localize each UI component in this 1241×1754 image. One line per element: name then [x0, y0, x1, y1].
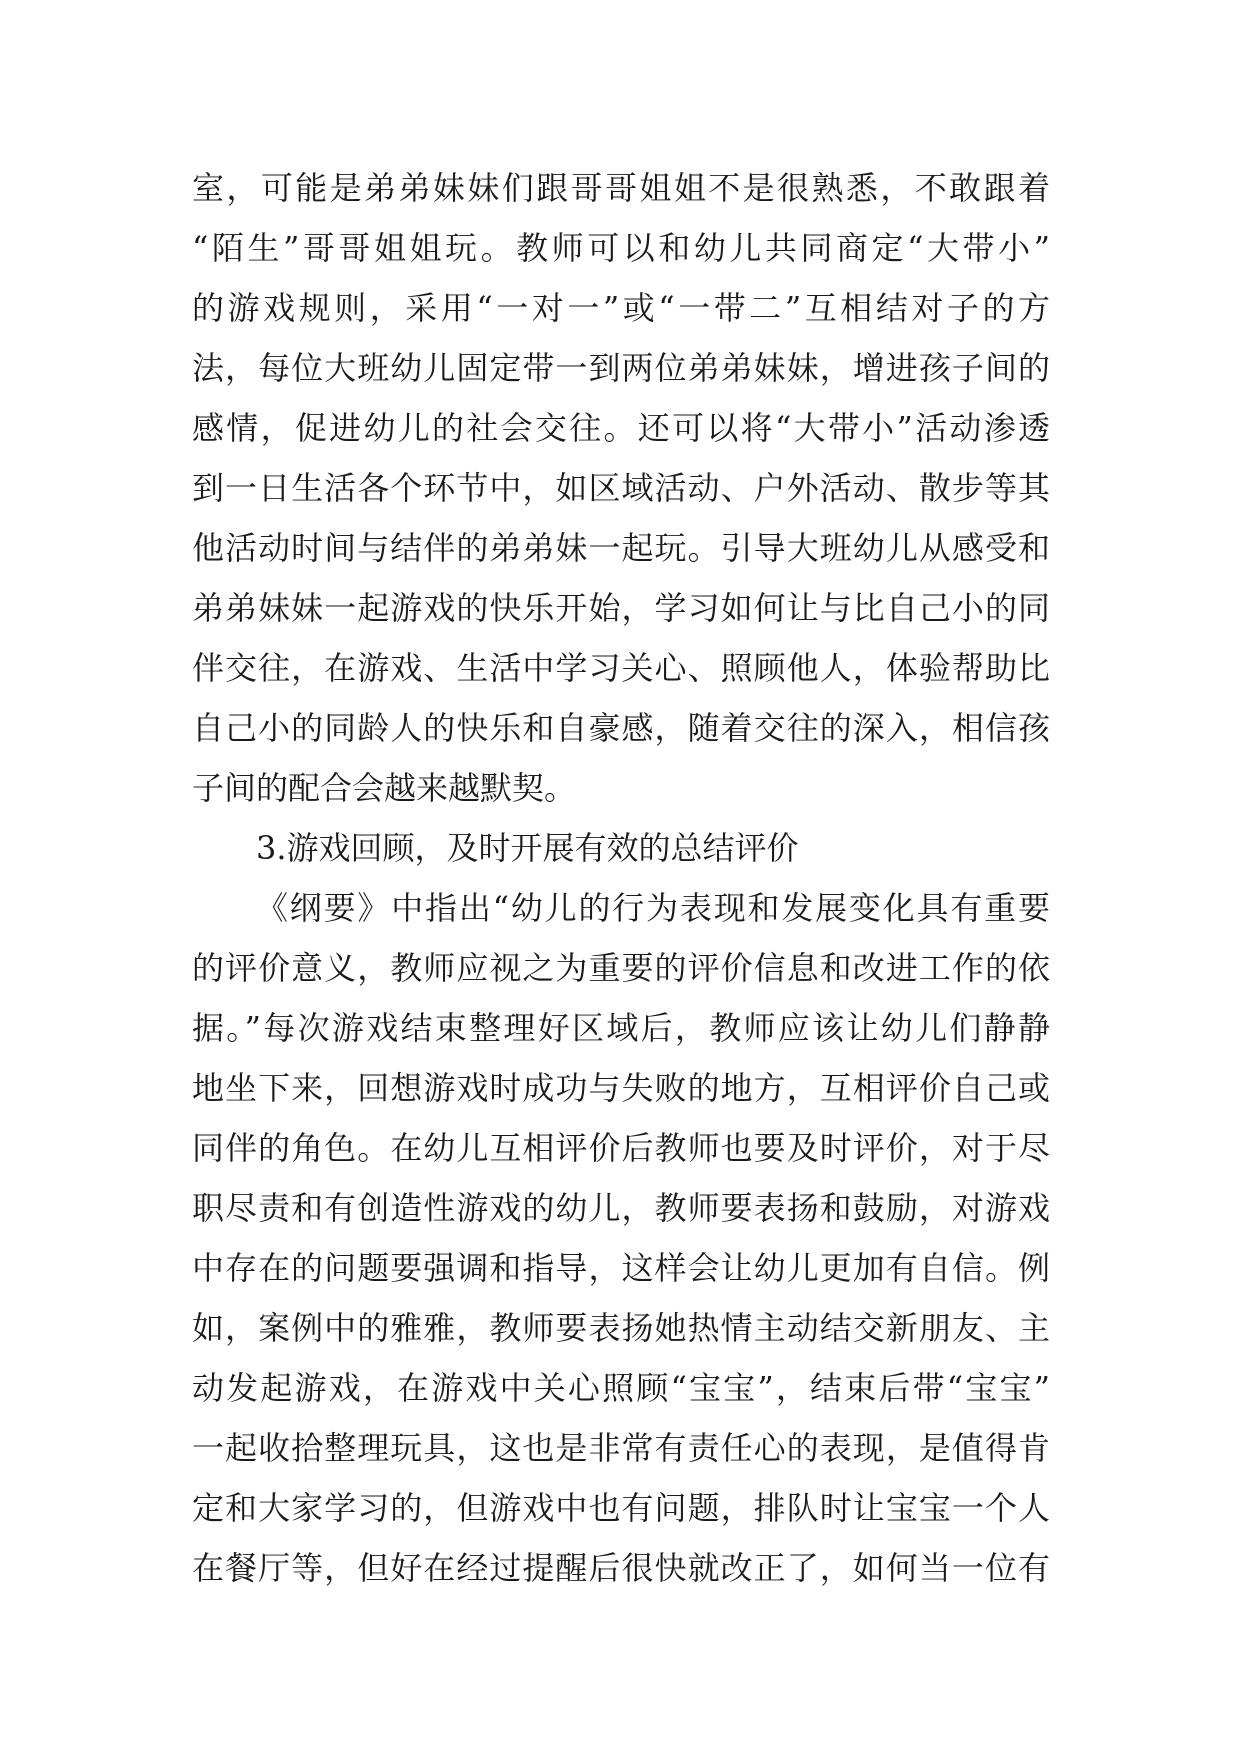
text-line: 的游戏规则，采用“一对一”或“一带二”互相结对子的方 — [192, 289, 1050, 327]
paragraph-first-line: 《纲要》中指出“幼儿的行为表现和发展变化具有重要 — [256, 889, 1050, 927]
text-line: 如，案例中的雅雅，教师要表扬她热情主动结交新朋友、主 — [192, 1309, 1050, 1347]
body-text — [192, 158, 1050, 1598]
text-line: 地坐下来，回想游戏时成功与失败的地方，互相评价自己或 — [192, 1069, 1050, 1107]
text-line: 伴交往，在游戏、生活中学习关心、照顾他人，体验帮助比 — [192, 649, 1050, 687]
text-line: 中存在的问题要强调和指导，这样会让幼儿更加有自信。例 — [192, 1249, 1050, 1287]
text-line: 的评价意义，教师应视之为重要的评价信息和改进工作的依 — [192, 949, 1050, 987]
section-heading: 3.游戏回顾，及时开展有效的总结评价 — [256, 829, 799, 867]
text-line: 一起收拾整理玩具，这也是非常有责任心的表现，是值得肯 — [192, 1429, 1050, 1467]
text-line: 在餐厅等，但好在经过提醒后很快就改正了，如何当一位有 — [192, 1549, 1050, 1587]
text-line: 自己小的同龄人的快乐和自豪感，随着交往的深入，相信孩 — [192, 709, 1050, 747]
text-line: 到一日生活各个环节中，如区域活动、户外活动、散步等其 — [192, 469, 1050, 507]
text-line: 职尽责和有创造性游戏的幼儿，教师要表扬和鼓励，对游戏 — [192, 1189, 1050, 1227]
paragraph-end-line: 子间的配合会越来越默契。 — [192, 769, 577, 807]
text-line: 室，可能是弟弟妹妹们跟哥哥姐姐不是很熟悉，不敢跟着 — [192, 169, 1050, 207]
text-line: 同伴的角色。在幼儿互相评价后教师也要及时评价，对于尽 — [192, 1129, 1050, 1167]
text-line: 感情，促进幼儿的社会交往。还可以将“大带小”活动渗透 — [192, 409, 1050, 447]
text-line: 动发起游戏，在游戏中关心照顾“宝宝”，结束后带“宝宝” — [192, 1369, 1050, 1407]
text-line: 弟弟妹妹一起游戏的快乐开始，学习如何让与比自己小的同 — [192, 589, 1050, 627]
text-line: 据。”每次游戏结束整理好区域后，教师应该让幼儿们静静 — [192, 1009, 1050, 1047]
text-line: 定和大家学习的，但游戏中也有问题，排队时让宝宝一个人 — [192, 1489, 1050, 1527]
text-line: “陌生”哥哥姐姐玩。教师可以和幼儿共同商定“大带小” — [192, 229, 1050, 267]
text-line: 法，每位大班幼儿固定带一到两位弟弟妹妹，增进孩子间的 — [192, 349, 1050, 387]
text-line: 他活动时间与结伴的弟弟妹一起玩。引导大班幼儿从感受和 — [192, 529, 1050, 567]
